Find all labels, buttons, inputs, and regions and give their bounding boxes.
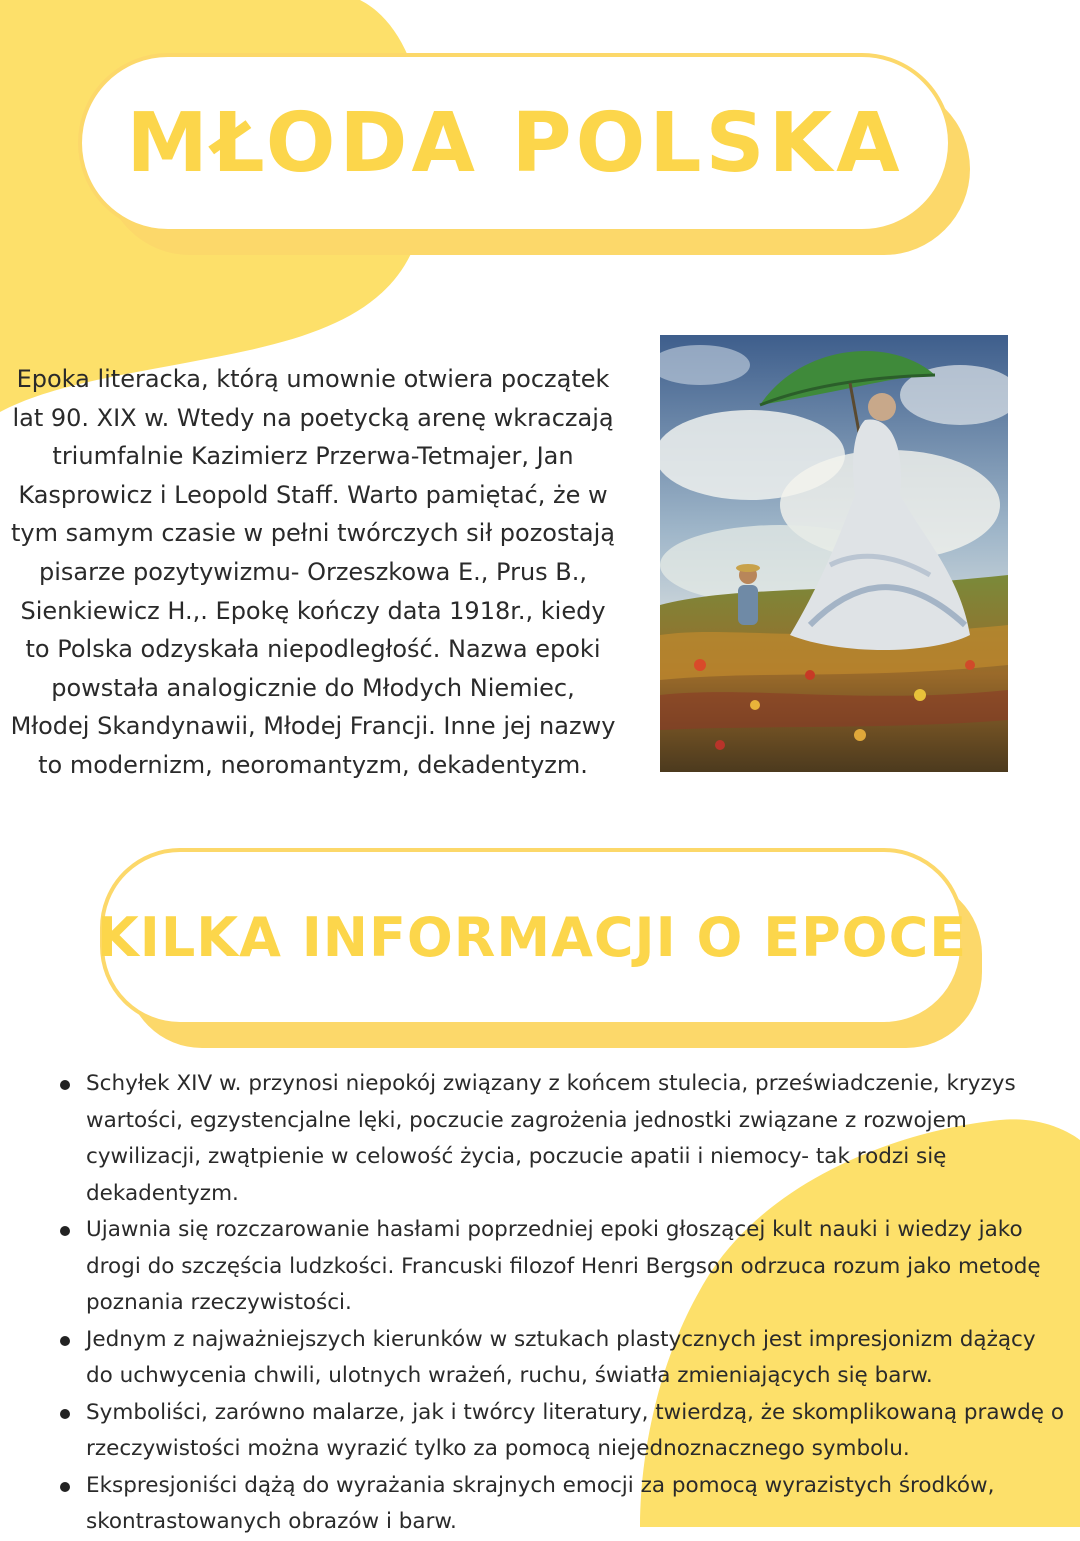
bullet-dot-icon — [60, 1336, 70, 1346]
intro-paragraph: Epoka literacka, którą umownie otwiera początek lat 90. XIX w. Wtedy na poetycką arenę wkraczają triumfalnie Kazimierz Przerwa-Tetmajer, Jan Kasprowicz i Leopold Staff. Warto pamiętać, że w tym samym czasie w pełni twórczych sił pozostają pisarze pozytywizmu- Orzeszkowa E., Prus B., Sienkiewicz H.,. Epokę kończy data 1918r., kiedy to Polska odzyskała niepodległość. Nazwa epoki powstała analogicznie do Młodych Niemiec, Młodej Skandynawii, Młodej Francji. Inne jej nazwy to modernizm, neoromantyzm, dekadentyzm. — [10, 365, 616, 779]
list-item: Schyłek XIV w. przynosi niepokój związany z końcem stulecia, przeświadczenie, kryzys wartości, egzystencjalne lęki, poczucie zagrożenia jednostki związane z rozwojem cywilizacji, zwątpienie w celowość życia, poczucie apatii i niemocy- tak rodzi się dekadentyzm. — [56, 1066, 1066, 1212]
list-item: Ekspresjoniści dążą do wyrażania skrajnych emocji za pomocą wyrazistych środków, skontrastowanych obrazów i barw. — [56, 1468, 1066, 1541]
info-bullet-list — [56, 1066, 1066, 1541]
bullet-dot-icon — [60, 1409, 70, 1419]
page-title: MŁODA POLSKA — [126, 95, 904, 191]
list-item: Symboliści, zarówno malarze, jak i twórcy literatury, twierdzą, że skomplikowaną prawdę o rzeczywistości można wyrazić tylko za pomocą niejednoznacznego symbolu. — [56, 1395, 1066, 1468]
list-item: Jednym z najważniejszych kierunków w sztukach plastycznych jest impresjonizm dążący do uchwycenia chwili, ulotnych wrażeń, ruchu, światła zmieniających się barw. — [56, 1322, 1066, 1395]
title-banner — [78, 53, 952, 233]
bullet-dot-icon — [60, 1226, 70, 1236]
painting-woman-with-parasol — [660, 335, 1008, 772]
impressionist-painting-image — [660, 335, 1008, 772]
bullet-dot-icon — [60, 1080, 70, 1090]
section-banner — [96, 848, 968, 1026]
bullet-dot-icon — [60, 1482, 70, 1492]
list-item: Ujawnia się rozczarowanie hasłami poprzedniej epoki głoszącej kult nauki i wiedzy jako drogi do szczęścia ludzkości. Francuski filozof Henri Bergson odrzuca rozum jako metodę poznania rzeczywistości. — [56, 1212, 1066, 1322]
section-title: KILKA INFORMACJI O EPOCE — [96, 905, 968, 969]
